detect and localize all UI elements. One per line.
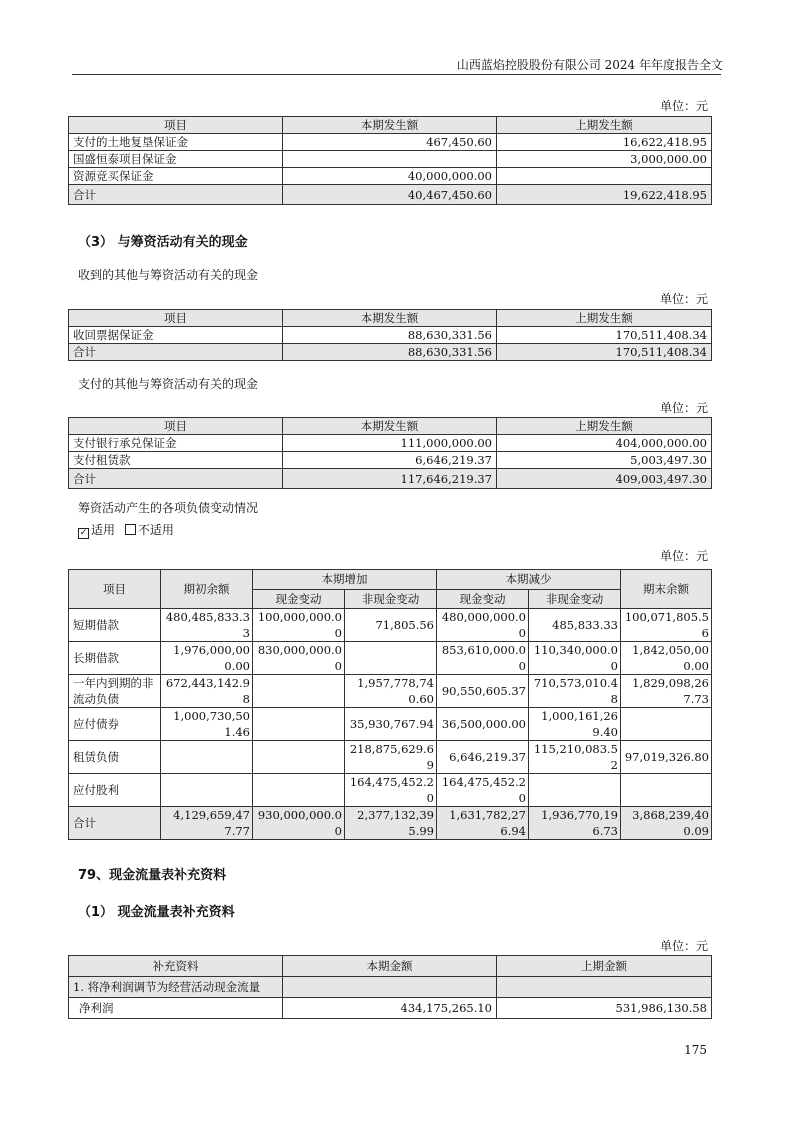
table-row: 国盛恒泰项目保证金 3,000,000.00 [69,151,712,168]
table-row: 长期借款 1,976,000,000.00 830,000,000.00 853,610,000.00 110,340,000.00 1,842,050,000.00 [69,642,712,675]
table-row: 一年内到期的非流动负债 672,443,142.98 1,957,778,740.60 90,550,605.37 710,573,010.48 1,829,098,267.73 [69,675,712,708]
table-row: 资源竞买保证金 40,000,000.00 [69,168,712,185]
col-header-prior: 上期发生额 [497,418,712,435]
col-header-prior: 上期发生额 [497,310,712,327]
unit-label: 单位：元 [659,939,708,953]
col-header-increase-noncash: 非现金变动 [345,589,437,609]
unit-label: 单位：元 [659,549,708,563]
col-header-closing: 期末余额 [621,570,712,609]
changes-label: 筹资活动产生的各项负债变动情况 [78,501,259,515]
paid-label: 支付的其他与筹资活动有关的现金 [78,377,259,391]
unit-label: 单位：元 [659,99,708,113]
page-number: 175 [684,1043,707,1057]
col-header-prior: 上期发生额 [497,117,712,134]
table-row: 净利润 434,175,265.10 531,986,130.58 [69,998,712,1019]
applicability-checks [78,521,174,539]
col-header-prior-amount: 上期金额 [497,956,712,977]
table-liability-changes [68,569,712,840]
table-total-row: 合计 4,129,659,477.77 930,000,000.00 2,377,132,395.99 1,631,782,276.94 1,936,770,196.73 3,868,239,400.09 [69,807,712,840]
applicable-label: 适用 [91,523,116,537]
table-total-row: 合计 88,630,331.56 170,511,408.34 [69,344,712,361]
unit-label: 单位：元 [659,401,708,415]
table-row: 租赁负债 218,875,629.69 6,646,219.37 115,210,083.52 97,019,326.80 [69,741,712,774]
checkbox-applicable[interactable]: ✓ [79,528,88,538]
col-header-decrease: 本期减少 [437,570,621,590]
col-header-item: 项目 [69,418,283,435]
received-label: 收到的其他与筹资活动有关的现金 [78,268,259,282]
section-79-subtitle: （1） 现金流量表补充资料 [78,905,235,920]
table-row: 应付股利 164,475,452.20 164,475,452.20 [69,774,712,807]
table-supplementary [68,955,712,1019]
col-header-opening: 期初余额 [161,570,253,609]
col-header-current-amount: 本期金额 [283,956,497,977]
header-divider [72,74,721,75]
not-applicable-label: 不适用 [137,523,174,537]
col-header-current: 本期发生额 [283,117,497,134]
table-row: 支付租赁款 6,646,219.37 5,003,497.30 [69,452,712,469]
unit-label: 单位：元 [659,292,708,306]
col-header-increase: 本期增加 [253,570,437,590]
col-header-item: 项目 [69,310,283,327]
col-header-item: 项目 [69,570,161,609]
checkbox-not-applicable[interactable] [125,524,136,535]
table-row: 支付的土地复垦保证金 467,450.60 16,622,418.95 [69,134,712,151]
col-header-increase-cash: 现金变动 [253,589,345,609]
table-other-investing-paid [68,116,712,205]
table-total-row: 合计 40,467,450.60 19,622,418.95 [69,185,712,205]
col-header-decrease-noncash: 非现金变动 [529,589,621,609]
table-row: 1. 将净利润调节为经营活动现金流量 [69,977,712,998]
page-header-title: 山西蓝焰控股股份有限公司 2024 年年度报告全文 [456,58,723,72]
section-79-title: 79、现金流量表补充资料 [78,868,227,883]
table-total-row: 合计 117,646,219.37 409,003,497.30 [69,469,712,489]
col-header-current: 本期发生额 [283,418,497,435]
col-header-supplement: 补充资料 [69,956,283,977]
col-header-decrease-cash: 现金变动 [437,589,529,609]
table-row: 支付银行承兑保证金 111,000,000.00 404,000,000.00 [69,435,712,452]
table-financing-received [68,309,712,361]
section-heading: （3） 与筹资活动有关的现金 [78,235,248,250]
table-financing-paid [68,417,712,489]
table-row: 应付债券 1,000,730,501.46 35,930,767.94 36,500,000.00 1,000,161,269.40 [69,708,712,741]
col-header-current: 本期发生额 [283,310,497,327]
table-row: 收回票据保证金 88,630,331.56 170,511,408.34 [69,327,712,344]
col-header-item: 项目 [69,117,283,134]
table-row: 短期借款 480,485,833.33 100,000,000.00 71,805.56 480,000,000.00 485,833.33 100,071,805.56 [69,609,712,642]
